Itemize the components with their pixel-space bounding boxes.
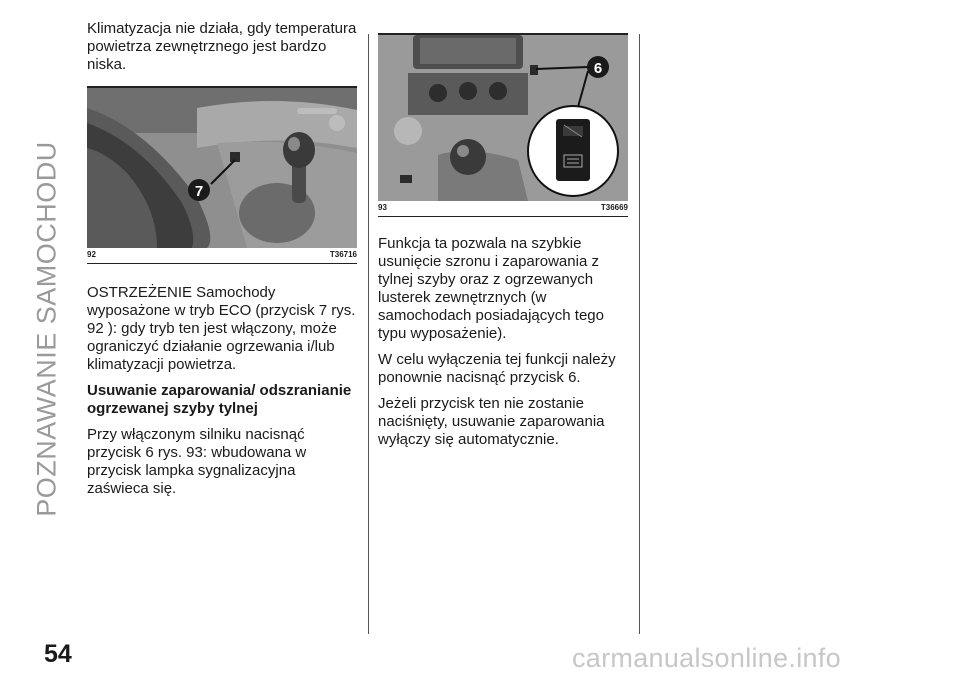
figure-92-caption [87, 248, 357, 264]
figure-93 [378, 33, 628, 217]
center-console-defrost-button-illustration [378, 35, 628, 201]
dashboard-gear-lever-illustration [87, 88, 357, 248]
figure-92-number: 92 [87, 250, 96, 259]
warning-paragraph: OSTRZEŻENIE Samochody wyposażone w tryb ECO (przycisk 7 rys. 92 ): gdy tryb ten jest włączony, może ograniczyć działanie ogrzewania i/lub klimatyzacji powietrza. [87, 284, 356, 373]
section-heading: Usuwanie zaparowania/ odszranianie ogrzewanej szyby tylnej [87, 382, 352, 417]
page-number: 54 [44, 640, 72, 668]
callout-6: 6 [593, 60, 603, 77]
right-column [378, 33, 632, 457]
figure-92-code: T36716 [329, 250, 357, 259]
figure-93-number: 93 [378, 203, 387, 212]
figure-93-caption [378, 201, 628, 217]
watermark: carmanualsonline.info [572, 643, 841, 673]
figure-92 [87, 86, 357, 264]
instruction-paragraph: Przy włączonym silniku nacisnąć przycisk 6 rys. 93: wbudowana w przycisk lampka sygnalizacyjna zaświeca się. [87, 426, 307, 497]
figure-93-code: T36669 [600, 203, 628, 212]
intro-paragraph: Klimatyzacja nie działa, gdy temperatura powietrza zewnętrznego jest bardzo niska. [87, 20, 357, 73]
auto-off-paragraph: Jeżeli przycisk ten nie zostanie naciśnięty, usuwanie zaparowania wyłączy się automatycznie. [378, 395, 605, 448]
column-divider-1 [368, 34, 369, 634]
feature-description-paragraph: Funkcja ta pozwala na szybkie usunięcie szronu i zaparowania z tylnej szyby oraz z ogrzewanych lusterek zewnętrznych (w samochodach posiadających tego typu wyposażenie). [378, 235, 604, 342]
left-column [87, 20, 359, 506]
column-divider-2 [639, 34, 640, 634]
disable-instruction-paragraph: W celu wyłączenia tej funkcji należy ponownie nacisnąć przycisk 6. [378, 351, 616, 386]
callout-7: 7 [194, 183, 204, 200]
section-title: POZNAWANIE SAMOCHODU [31, 141, 62, 517]
